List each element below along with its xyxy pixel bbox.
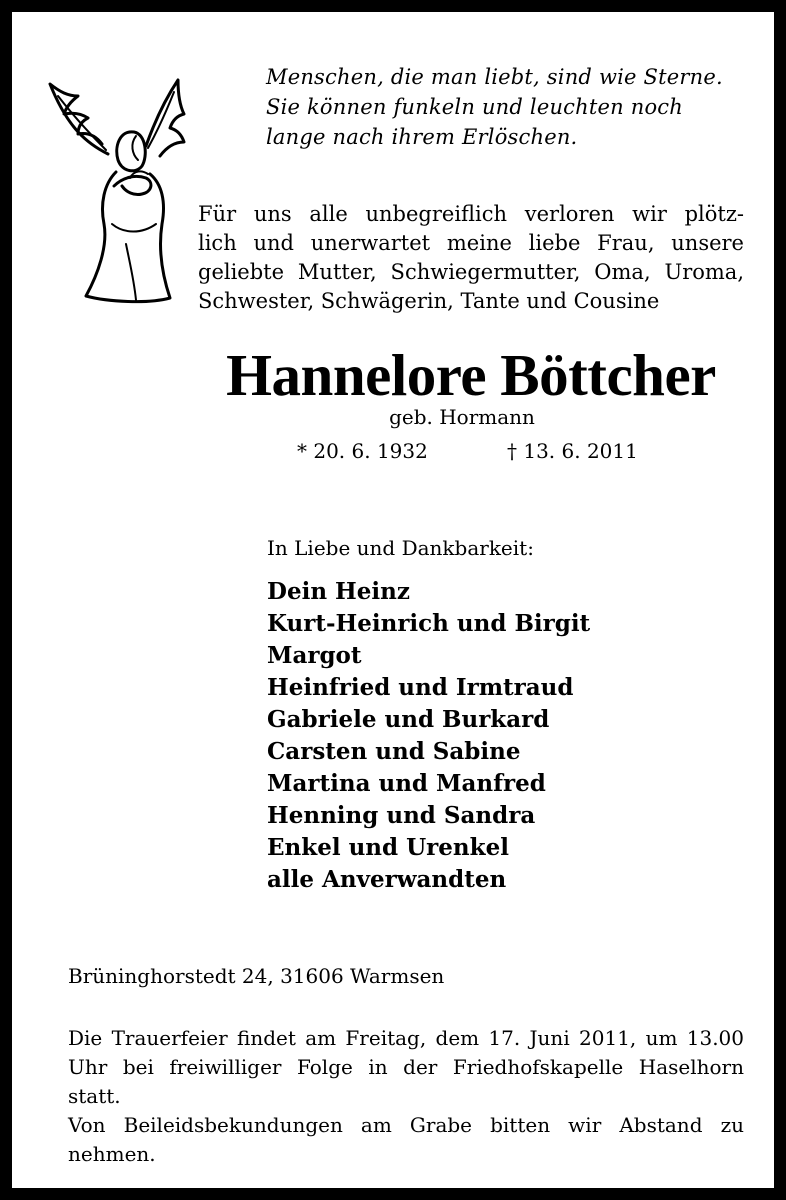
intro-line: Für uns alle unbegreiflich verloren wir plötz- xyxy=(198,202,744,226)
mourner-name: alle Anverwandten xyxy=(267,866,507,893)
mourner-name: Carsten und Sabine xyxy=(267,738,521,765)
mourner-name: Enkel und Urenkel xyxy=(267,834,509,861)
service-line: nehmen. xyxy=(68,1142,156,1166)
intro-line: Schwester, Schwägerin, Tante und Cousine xyxy=(198,289,660,313)
service-line: statt. xyxy=(68,1084,121,1108)
birth-date: * 20. 6. 1932 xyxy=(297,439,428,463)
quote-line: Sie können funkeln und leuchten noch xyxy=(266,95,683,119)
mourners-heading: In Liebe und Dankbarkeit: xyxy=(267,536,534,560)
mourner-name: Gabriele und Burkard xyxy=(267,706,550,733)
memorial-quote xyxy=(266,62,746,152)
mourner-name: Henning und Sandra xyxy=(267,802,536,829)
angel-icon xyxy=(38,74,188,314)
intro-text xyxy=(198,200,744,316)
maiden-name: geb. Hormann xyxy=(389,405,535,429)
mourner-name: Margot xyxy=(267,642,362,669)
intro-line: geliebte Mutter, Schwiegermutter, Oma, Uroma, xyxy=(198,260,744,284)
deceased-name: Hannelore Böttcher xyxy=(226,342,716,408)
service-line: Uhr bei freiwilliger Folge in der Friedhofskapelle Haselhorn xyxy=(68,1055,744,1079)
service-line: Die Trauerfeier findet am Freitag, dem 17. Juni 2011, um 13.00 xyxy=(68,1026,744,1050)
quote-line: Menschen, die man liebt, sind wie Sterne. xyxy=(266,65,723,89)
intro-line: lich und unerwartet meine liebe Frau, unsere xyxy=(198,231,744,255)
quote-line: lange nach ihrem Erlöschen. xyxy=(266,125,578,149)
mourner-name: Heinfried und Irmtraud xyxy=(267,674,574,701)
mourner-name: Martina und Manfred xyxy=(267,770,546,797)
mourner-name: Kurt-Heinrich und Birgit xyxy=(267,610,591,637)
service-details xyxy=(68,1024,744,1169)
death-date: † 13. 6. 2011 xyxy=(507,439,638,463)
mourners-list xyxy=(267,576,590,896)
family-address: Brüninghorstedt 24, 31606 Warmsen xyxy=(68,964,445,988)
mourner-name: Dein Heinz xyxy=(267,578,410,605)
service-line: Von Beileidsbekundungen am Grabe bitten wir Abstand zu xyxy=(68,1113,744,1137)
